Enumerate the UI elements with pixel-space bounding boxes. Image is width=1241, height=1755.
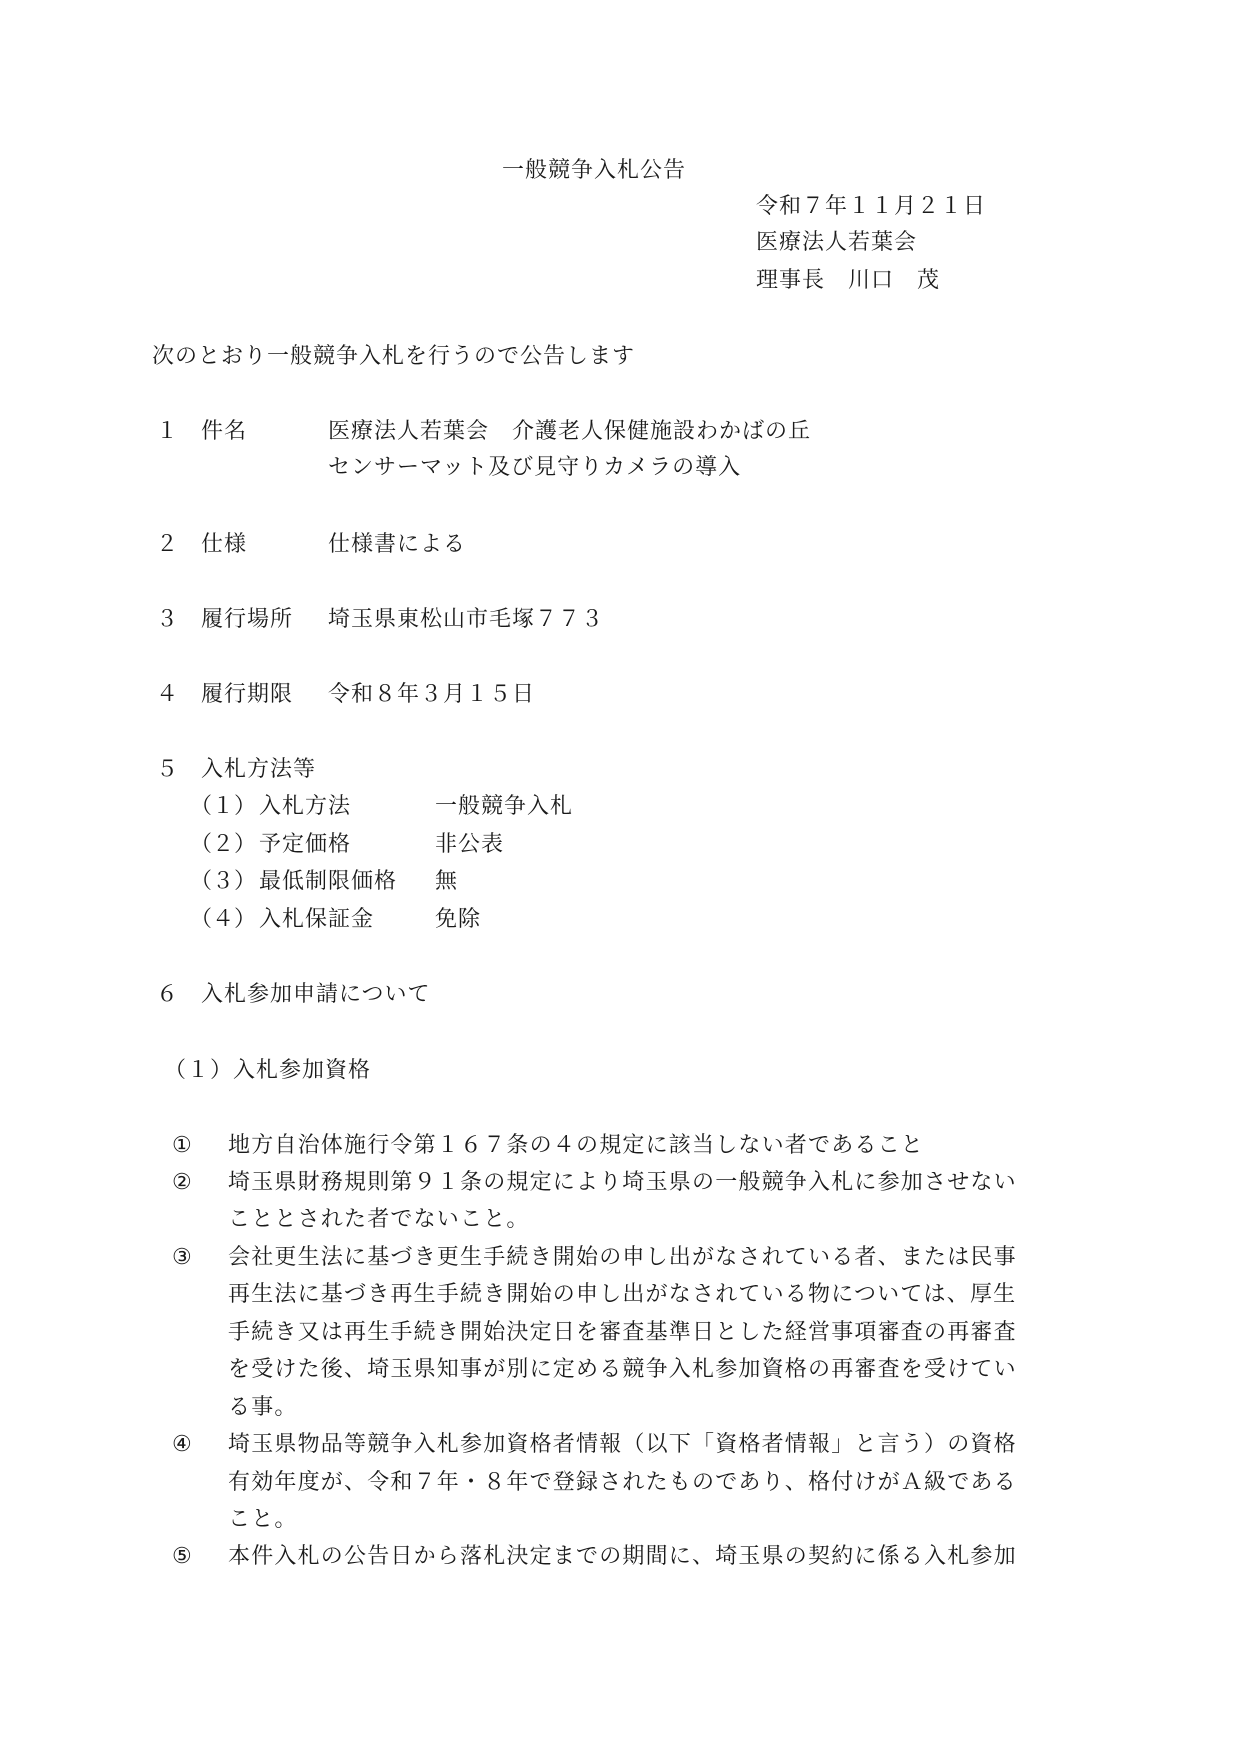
item-label-specification: 仕様 bbox=[201, 532, 248, 557]
qualification-line: こととされた者でないこと。 bbox=[228, 1207, 530, 1232]
subitem-number: （４） bbox=[190, 907, 257, 932]
qualification-marker: ⑤ bbox=[172, 1544, 192, 1569]
item-label-bid-method: 入札方法等 bbox=[201, 757, 317, 782]
qualification-line: 会社更生法に基づき更生手続き開始の申し出がなされている者、または民事 bbox=[228, 1245, 1017, 1270]
intro-text: 次のとおり一般競争入札を行うので公告します bbox=[152, 344, 636, 369]
subitem-label: 最低制限価格 bbox=[259, 869, 398, 894]
item-value-subject-line: センサーマット及び見守りカメラの導入 bbox=[328, 455, 742, 480]
item-number: ３ bbox=[156, 607, 179, 632]
subitem-number: （１） bbox=[190, 794, 257, 819]
item-value-place: 埼玉県東松山市毛塚７７３ bbox=[328, 607, 605, 632]
item-value-deadline: 令和８年３月１５日 bbox=[328, 682, 536, 707]
subitem-value: 非公表 bbox=[435, 832, 505, 857]
item-value-specification: 仕様書による bbox=[328, 532, 467, 557]
qualification-line: 埼玉県財務規則第９１条の規定により埼玉県の一般競争入札に参加させない bbox=[228, 1170, 1017, 1195]
subitem-value: 無 bbox=[435, 869, 459, 894]
subitem-number: （３） bbox=[190, 869, 257, 894]
subitem-label: 入札方法 bbox=[259, 794, 352, 819]
qualification-line: 再生法に基づき再生手続き開始の申し出がなされている物については、厚生 bbox=[228, 1282, 1017, 1307]
subitem-label: 入札保証金 bbox=[259, 907, 375, 932]
signer-name: 理事長 川口 茂 bbox=[756, 268, 941, 293]
issuing-organization: 医療法人若葉会 bbox=[756, 230, 918, 255]
item-number: １ bbox=[156, 419, 179, 444]
qualification-marker: ① bbox=[172, 1133, 192, 1158]
item-number: ５ bbox=[156, 757, 179, 782]
qualification-line: 本件入札の公告日から落札決定までの期間に、埼玉県の契約に係る入札参加 bbox=[228, 1544, 1017, 1569]
item-label-deadline: 履行期限 bbox=[201, 682, 294, 707]
qualification-line: こと。 bbox=[228, 1507, 298, 1532]
qualification-line: 地方自治体施行令第１６７条の４の規定に該当しない者であること bbox=[228, 1133, 925, 1158]
section-heading-qualifications: （１）入札参加資格 bbox=[164, 1058, 372, 1083]
subitem-value: 一般競争入札 bbox=[435, 794, 574, 819]
qualification-line: を受けた後、埼玉県知事が別に定める競争入札参加資格の再審査を受けてい bbox=[228, 1357, 1017, 1382]
subitem-label: 予定価格 bbox=[259, 832, 352, 857]
item-number: ４ bbox=[156, 682, 179, 707]
subitem-number: （２） bbox=[190, 832, 257, 857]
item-value-subject-line: 医療法人若葉会 介護老人保健施設わかばの丘 bbox=[328, 419, 812, 444]
item-number: ２ bbox=[156, 532, 179, 557]
document-title: 一般競争入札公告 bbox=[502, 158, 687, 183]
qualification-marker: ④ bbox=[172, 1432, 192, 1457]
item-label-place: 履行場所 bbox=[201, 607, 294, 632]
notice-date: 令和７年１１月２１日 bbox=[756, 194, 987, 219]
item-label-subject: 件名 bbox=[201, 419, 248, 444]
subitem-value: 免除 bbox=[435, 907, 482, 932]
qualification-line: 埼玉県物品等競争入札参加資格者情報（以下「資格者情報」と言う）の資格 bbox=[228, 1432, 1017, 1457]
item-label-application: 入札参加申請について bbox=[201, 982, 431, 1007]
qualification-line: 手続き又は再生手続き開始決定日を審査基準日とした経営事項審査の再審査 bbox=[228, 1320, 1017, 1345]
item-number: ６ bbox=[156, 982, 179, 1007]
qualification-line: る事。 bbox=[228, 1395, 298, 1420]
qualification-line: 有効年度が、令和７年・８年で登録されたものであり、格付けがＡ級である bbox=[228, 1470, 1017, 1495]
qualification-marker: ③ bbox=[172, 1245, 192, 1270]
qualification-marker: ② bbox=[172, 1170, 192, 1195]
